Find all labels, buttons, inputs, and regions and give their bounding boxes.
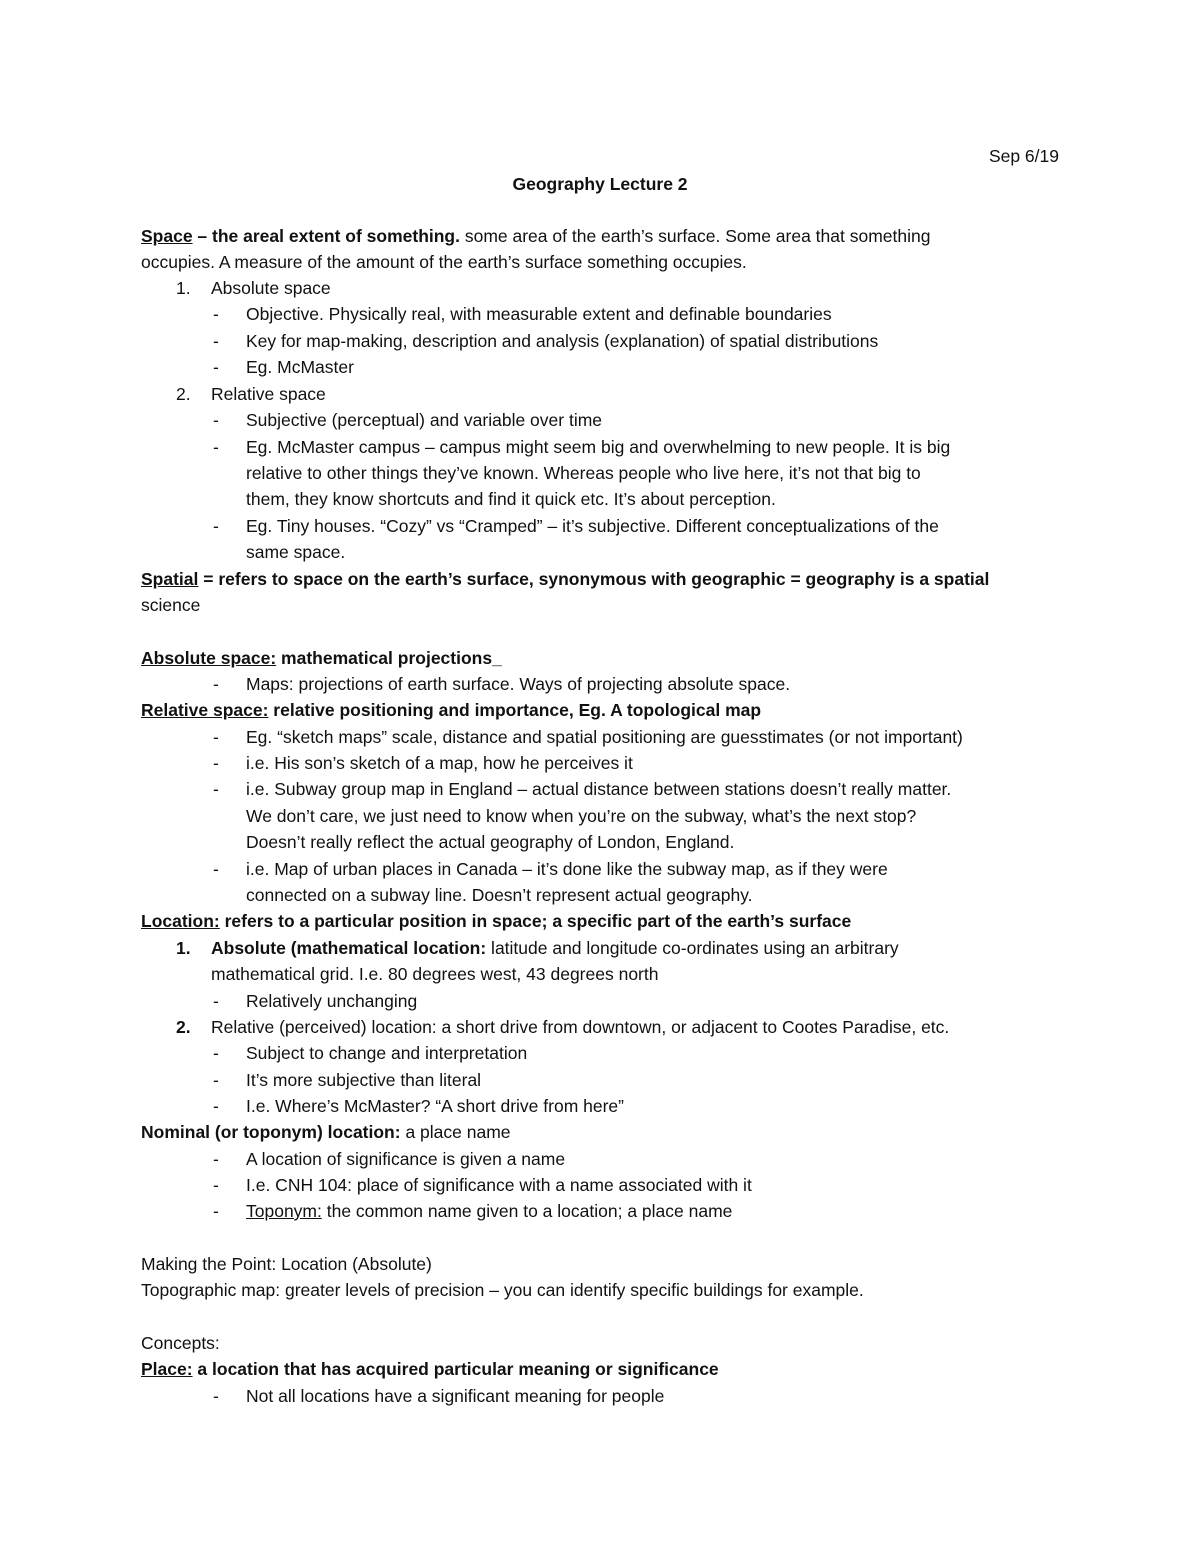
page-title: Geography Lecture 2 bbox=[512, 174, 688, 194]
list-item: I.e. Where’s McMaster? “A short drive from here” bbox=[246, 1096, 624, 1116]
bullet-dash: - bbox=[213, 991, 219, 1011]
absolute-location bbox=[211, 937, 899, 959]
nominal-location-definition bbox=[141, 1121, 1060, 1143]
toponym-term: Toponym: bbox=[246, 1201, 322, 1221]
list-item: A location of significance is given a name bbox=[246, 1149, 566, 1169]
bullet-dash: - bbox=[213, 516, 219, 536]
bullet-dash: - bbox=[213, 753, 219, 773]
bullet-dash: - bbox=[213, 357, 219, 377]
list-number: 2. bbox=[176, 384, 191, 404]
list-item: It’s more subjective than literal bbox=[246, 1070, 482, 1090]
list-item: i.e. His son’s sketch of a map, how he perceives it bbox=[246, 753, 633, 773]
space-definition bbox=[141, 225, 1060, 247]
list-item: Relatively unchanging bbox=[246, 991, 418, 1011]
relative-space-heading: Relative space bbox=[211, 384, 326, 404]
list-item: Subject to change and interpretation bbox=[246, 1043, 528, 1063]
list-item: i.e. Subway group map in England – actual distance between stations doesn’t really matter. bbox=[246, 779, 952, 799]
absolute-space-definition bbox=[141, 647, 1060, 669]
bullet-dash: - bbox=[213, 1149, 219, 1169]
lecture-date: Sep 6/19 bbox=[988, 146, 1059, 166]
topographic-map-note: Topographic map: greater levels of precision – you can identify specific buildings for example. bbox=[141, 1280, 864, 1300]
bullet-dash: - bbox=[213, 304, 219, 324]
absolute-location-cont: mathematical grid. I.e. 80 degrees west, 43 degrees north bbox=[211, 964, 659, 984]
absolute-space-def: mathematical projections_ bbox=[276, 648, 502, 668]
list-item-cont: same space. bbox=[246, 542, 346, 562]
bullet-dash: - bbox=[213, 1386, 219, 1406]
list-item: Objective. Physically real, with measurable extent and definable boundaries bbox=[246, 304, 832, 324]
relative-space-definition bbox=[141, 699, 1060, 721]
bullet-dash: - bbox=[213, 410, 219, 430]
spatial-def: = refers to space on the earth’s surface, synonymous with geographic = geography is a spatial bbox=[198, 569, 990, 589]
space-definition-cont: occupies. A measure of the amount of the earth’s surface something occupies. bbox=[141, 252, 747, 272]
space-def-rest: some area of the earth’s surface. Some area that something bbox=[459, 226, 931, 246]
spatial-definition bbox=[141, 568, 1060, 590]
list-item: Key for map-making, description and analysis (explanation) of spatial distributions bbox=[246, 331, 879, 351]
bullet-dash: - bbox=[213, 437, 219, 457]
place-definition bbox=[141, 1358, 1060, 1380]
list-number: 1. bbox=[176, 938, 191, 958]
list-item-cont: connected on a subway line. Doesn’t represent actual geography. bbox=[246, 885, 753, 905]
bullet-dash: - bbox=[213, 727, 219, 747]
list-item: Maps: projections of earth surface. Ways of projecting absolute space. bbox=[246, 674, 791, 694]
spatial-term: Spatial bbox=[141, 569, 199, 589]
relative-space-term: Relative space: bbox=[141, 700, 269, 720]
relative-location: Relative (perceived) location: a short drive from downtown, or adjacent to Cootes Paradise, etc. bbox=[211, 1017, 950, 1037]
absolute-location-term: Absolute (mathematical location: bbox=[211, 938, 487, 958]
bullet-dash: - bbox=[213, 779, 219, 799]
bullet-dash: - bbox=[213, 674, 219, 694]
list-item: Eg. McMaster bbox=[246, 357, 354, 377]
place-def: a location that has acquired particular meaning or significance bbox=[192, 1359, 719, 1379]
list-item-cont: relative to other things they’ve known. Whereas people who live here, it’s not that big to bbox=[246, 463, 921, 483]
list-item: Subjective (perceptual) and variable over time bbox=[246, 410, 603, 430]
bullet-dash: - bbox=[213, 859, 219, 879]
location-def: refers to a particular position in space; a specific part of the earth’s surface bbox=[219, 911, 852, 931]
space-def-bold: – the areal extent of something. bbox=[192, 226, 460, 246]
place-term: Place: bbox=[141, 1359, 193, 1379]
toponym-item bbox=[246, 1200, 732, 1222]
list-item: Not all locations have a significant meaning for people bbox=[246, 1386, 665, 1406]
toponym-def: the common name given to a location; a place name bbox=[321, 1201, 733, 1221]
absolute-location-def: latitude and longitude co-ordinates using an arbitrary bbox=[486, 938, 899, 958]
list-item-cont: We don’t care, we just need to know when you’re on the subway, what’s the next stop? bbox=[246, 806, 917, 826]
relative-space-def: relative positioning and importance, Eg. A topological map bbox=[268, 700, 762, 720]
list-item-cont: them, they know shortcuts and find it quick etc. It’s about perception. bbox=[246, 489, 776, 509]
location-definition bbox=[141, 910, 1060, 932]
space-term: Space bbox=[141, 226, 193, 246]
list-item: Eg. “sketch maps” scale, distance and spatial positioning are guesstimates (or not important) bbox=[246, 727, 963, 747]
absolute-space-heading: Absolute space bbox=[211, 278, 331, 298]
nominal-term: Nominal (or toponym) location: bbox=[141, 1122, 401, 1142]
spatial-definition-cont: science bbox=[141, 595, 201, 615]
list-number: 2. bbox=[176, 1017, 191, 1037]
bullet-dash: - bbox=[213, 331, 219, 351]
bullet-dash: - bbox=[213, 1070, 219, 1090]
list-item: i.e. Map of urban places in Canada – it’s done like the subway map, as if they were bbox=[246, 859, 888, 879]
list-item: Eg. Tiny houses. “Cozy” vs “Cramped” – it’s subjective. Different conceptualizations of the bbox=[246, 516, 939, 536]
list-item: Eg. McMaster campus – campus might seem big and overwhelming to new people. It is big bbox=[246, 437, 951, 457]
concepts-heading: Concepts: bbox=[141, 1333, 220, 1353]
bullet-dash: - bbox=[213, 1175, 219, 1195]
list-item: I.e. CNH 104: place of significance with a name associated with it bbox=[246, 1175, 752, 1195]
list-item-cont: Doesn’t really reflect the actual geography of London, England. bbox=[246, 832, 735, 852]
bullet-dash: - bbox=[213, 1201, 219, 1221]
absolute-space-term: Absolute space: bbox=[141, 648, 277, 668]
location-term: Location: bbox=[141, 911, 220, 931]
bullet-dash: - bbox=[213, 1043, 219, 1063]
nominal-def: a place name bbox=[400, 1122, 511, 1142]
list-number: 1. bbox=[176, 278, 191, 298]
bullet-dash: - bbox=[213, 1096, 219, 1116]
making-point-heading: Making the Point: Location (Absolute) bbox=[141, 1254, 432, 1274]
